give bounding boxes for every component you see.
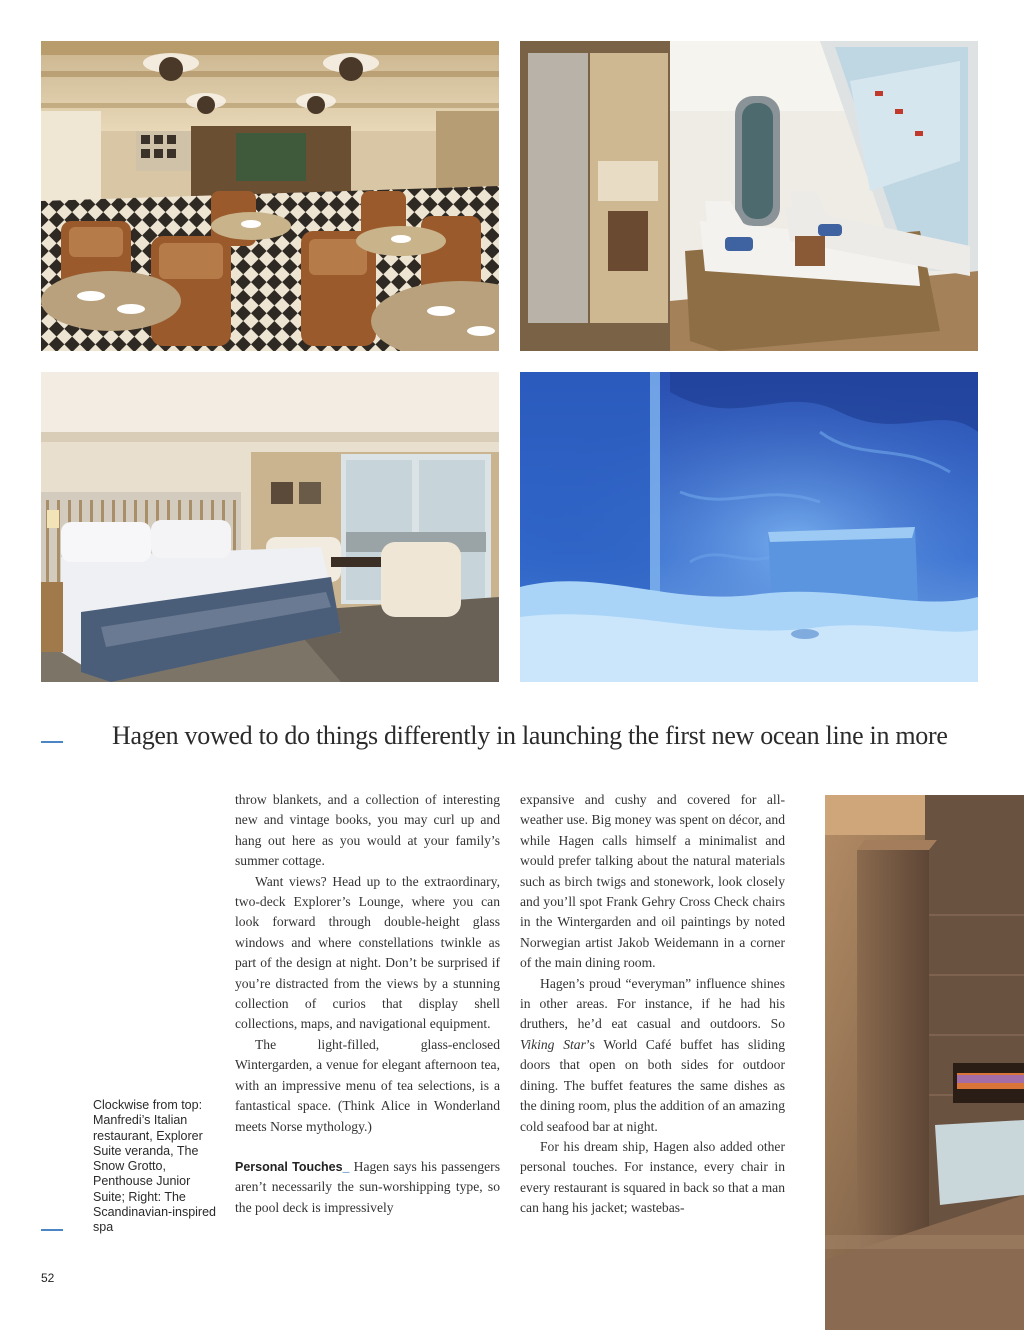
subhead-personal-touches: Personal Touches bbox=[235, 1159, 343, 1174]
paragraph: The light-filled, glass-enclosed Wintergarden, a venue for elegant afternoon tea, with an impressive menu of tea selections, is a fantastical space. (Think Alice in Wonderland meets Norse mythology.) bbox=[235, 1036, 500, 1134]
accent-dash-top bbox=[41, 741, 63, 743]
paragraph: throw blankets, and a collection of interesting new and vintage books, you may curl up and hang out here as you would at your family’s summer cottage. bbox=[235, 792, 500, 869]
paragraph-text: Hagen says his passengers aren’t necessarily the sun-worshipping type, so the pool deck is impressively bbox=[235, 1158, 500, 1215]
photo-restaurant bbox=[41, 41, 499, 351]
pull-quote: Hagen vowed to do things differently in launching the first new ocean line in more bbox=[112, 721, 948, 750]
paragraph bbox=[520, 974, 785, 1137]
body-column-1 bbox=[235, 790, 500, 1218]
subhead-dash: _ bbox=[342, 1158, 350, 1174]
accent-dash-bottom bbox=[41, 1229, 63, 1231]
photo-grotto bbox=[520, 372, 978, 682]
page-number: 52 bbox=[41, 1271, 55, 1285]
paragraph-text: Hagen’s proud “everyman” influence shines in other areas. For instance, if he had his druthers, he’d eat casual and outdoors. So bbox=[520, 975, 785, 1032]
paragraph: expansive and cushy and covered for all-weather use. Big money was spent on décor, and while Hagen calls himself a minimalist and would prefer talking about the natural materials such as birch twigs and stonework, look closely and you’ll spot Frank Gehry Cross Check chairs in the Wintergarden and oil paintings by noted Norwegian artist Jakob Weidemann in a corner of the main dining room. bbox=[520, 792, 785, 971]
body-column-2 bbox=[520, 790, 785, 1219]
photo-suite bbox=[41, 372, 499, 682]
photo-caption: Clockwise from top: Manfredi’s Italian restaurant, Explorer Suite veranda, The Snow Grotto, Penthouse Junior Suite; Right: The Scandinavian-inspired spa bbox=[93, 1098, 216, 1235]
paragraph: For his dream ship, Hagen also added other personal touches. For instance, every chair in every restaurant is squared in back so that a man can hang his jacket; wastebas- bbox=[520, 1138, 785, 1216]
ship-name: Viking Star bbox=[520, 1036, 586, 1052]
photo-veranda bbox=[520, 41, 978, 351]
paragraph-with-subhead bbox=[235, 1157, 500, 1218]
paragraph: Want views? Head up to the extraordinary, two-deck Explorer’s Lounge, where you can look forward through double-height glass windows and where constellations twinkle as part of the design at night. Don’t be surprised if you’re distracted from the views by a stunning collection of curios that display shell collections, maps, and navigational equipment. bbox=[235, 873, 500, 1032]
paragraph-text: ’s World Café buffet has sliding doors that open on both sides for outdoor dining. The buffet features the same dishes as the dining room, plus the addition of an amazing cold seafood bar at night. bbox=[520, 1036, 785, 1134]
photo-spa bbox=[825, 795, 1024, 1330]
